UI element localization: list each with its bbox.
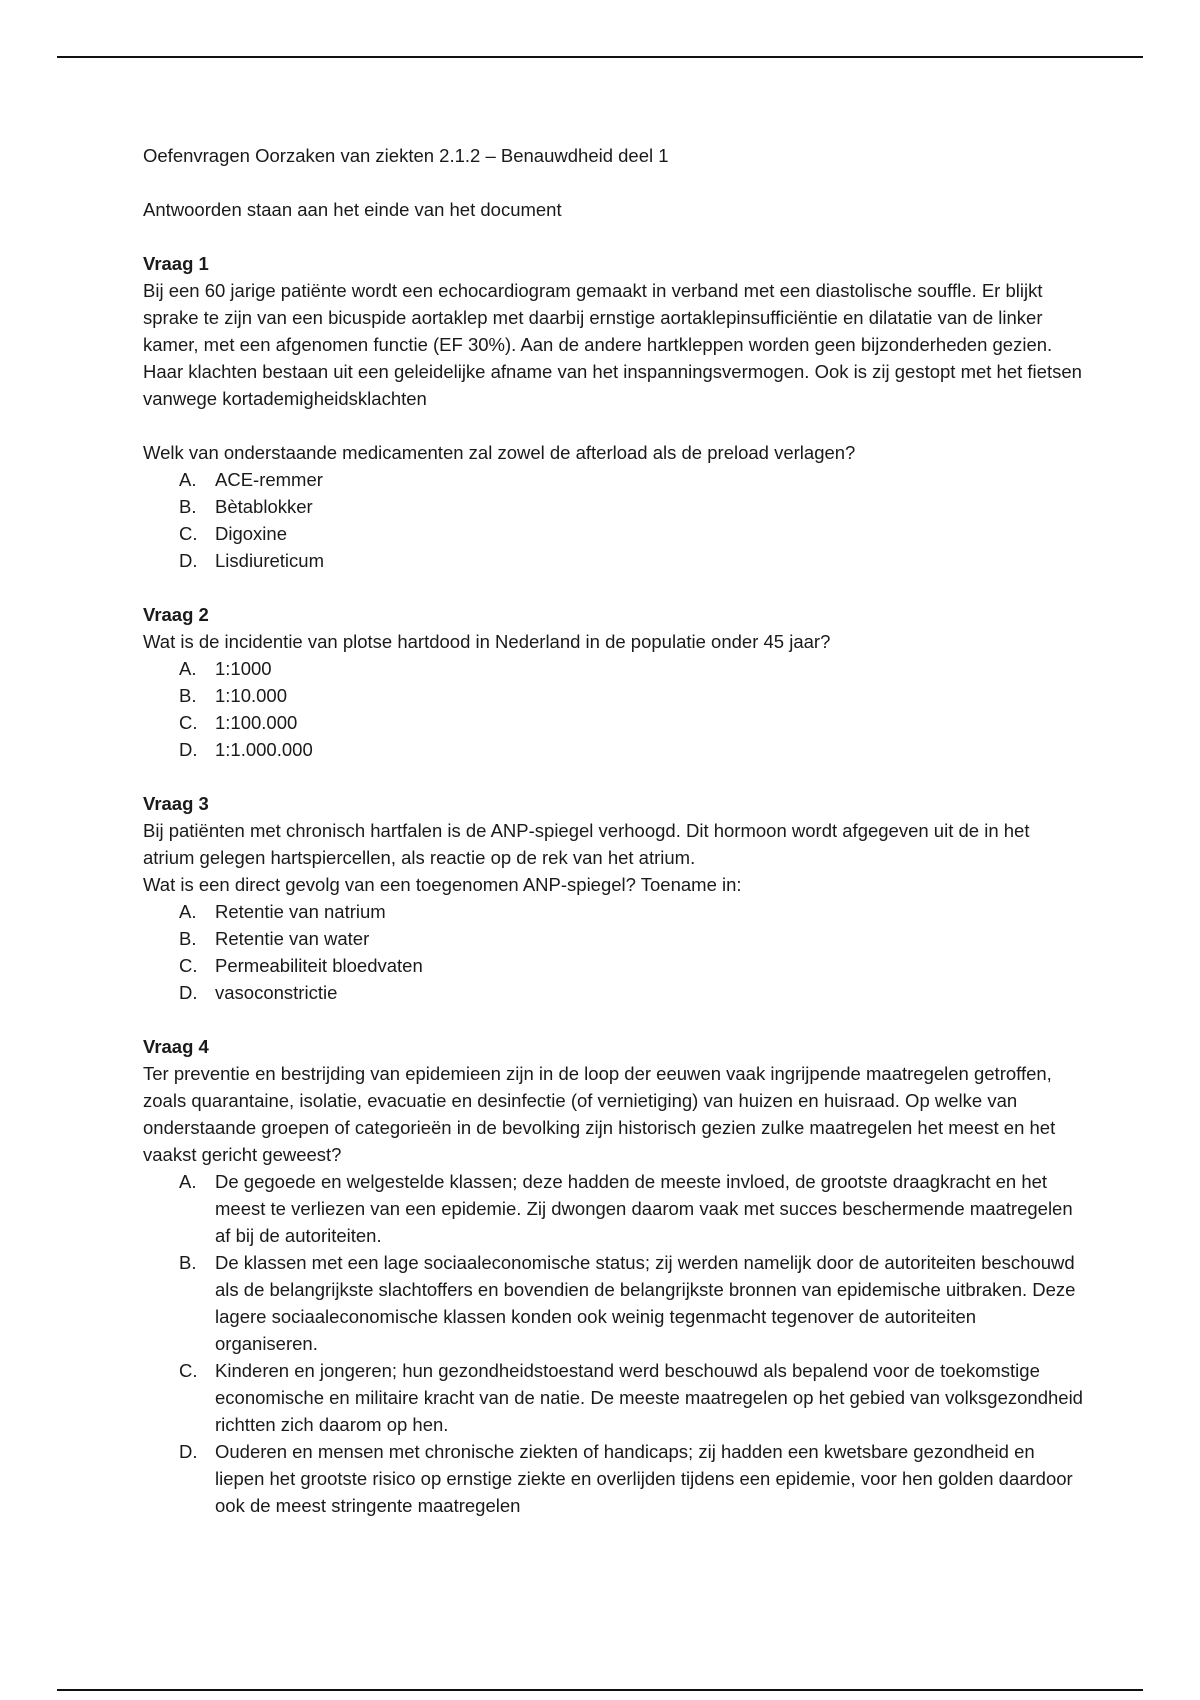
option-letter: C. — [179, 712, 198, 733]
answer-option — [179, 520, 1083, 547]
option-text: Retentie van water — [215, 928, 370, 949]
answer-options — [143, 898, 1083, 1006]
answer-option — [179, 547, 1083, 574]
question-text: Bij een 60 jarige patiënte wordt een echocardiogram gemaakt in verband met een diastolische souffle. Er blijkt sprake te zijn van een bicuspide aortaklep met daarbij ernstige aortaklepinsufficiëntie en dilatatie van de linker kamer, met een afgenomen functie (EF 30%). Aan de andere hartkleppen worden geen bijzonderheden gezien. Haar klachten bestaan uit een geleidelijke afname van het inspanningsvermogen. Ook is zij gestopt met het fietsen vanwege kortademigheidsklachten — [143, 280, 1082, 409]
question-2 — [143, 601, 1083, 763]
question-label: Vraag 3 — [143, 793, 209, 814]
option-text: 1:1.000.000 — [215, 739, 313, 760]
answer-option — [179, 1357, 1083, 1438]
answer-option — [179, 1438, 1083, 1519]
question-text: Bij patiënten met chronisch hartfalen is de ANP-spiegel verhoogd. Dit hormoon wordt afgegeven uit de in het atrium gelegen hartspiercellen, als reactie op de rek van het atrium. — [143, 820, 1030, 868]
option-text: vasoconstrictie — [215, 982, 338, 1003]
answer-option — [179, 952, 1083, 979]
option-text: De klassen met een lage sociaaleconomische status; zij werden namelijk door de autoriteiten beschouwd als de belangrijkste slachtoffers en bovendien de belangrijkste bronnen van epidemische uitbraken. Deze lagere sociaaleconomische klassen konden ook weinig tegenmacht tegenover de autoriteiten organiseren. — [215, 1252, 1076, 1354]
option-text: Retentie van natrium — [215, 901, 386, 922]
answer-option — [179, 1249, 1083, 1357]
option-letter: A. — [179, 901, 197, 922]
question-text: Ter preventie en bestrijding van epidemieen zijn in de loop der eeuwen vaak ingrijpende maatregelen getroffen, zoals quarantaine, isolatie, evacuatie en desinfectie (of vernietiging) van huizen en huisraad. Op welke van onderstaande groepen of categorieën in de bevolking zijn historisch gezien zulke maatregelen het meest en het vaakst gericht geweest? — [143, 1063, 1056, 1165]
question-3 — [143, 790, 1083, 1006]
answer-option — [179, 682, 1083, 709]
question-label: Vraag 1 — [143, 253, 209, 274]
answer-option — [179, 736, 1083, 763]
option-letter: B. — [179, 685, 197, 706]
answer-option — [179, 925, 1083, 952]
option-text: 1:10.000 — [215, 685, 288, 706]
option-letter: B. — [179, 928, 197, 949]
footer-rule — [57, 1689, 1143, 1691]
header-rule — [57, 56, 1143, 58]
question-label: Vraag 2 — [143, 604, 209, 625]
option-letter: C. — [179, 955, 198, 976]
option-letter: C. — [179, 523, 198, 544]
option-text: Bètablokker — [215, 496, 313, 517]
option-letter: B. — [179, 496, 197, 517]
option-letter: A. — [179, 658, 197, 679]
option-text: 1:1000 — [215, 658, 272, 679]
document-subtitle: Antwoorden staan aan het einde van het document — [143, 199, 562, 220]
option-text: 1:100.000 — [215, 712, 298, 733]
question-4 — [143, 1033, 1083, 1519]
answer-option — [179, 493, 1083, 520]
option-letter: C. — [179, 1360, 198, 1381]
answer-option — [179, 898, 1083, 925]
answer-options — [143, 1168, 1083, 1519]
question-prompt: Wat is een direct gevolg van een toegenomen ANP-spiegel? Toename in: — [143, 874, 742, 895]
question-label: Vraag 4 — [143, 1036, 209, 1057]
option-text: ACE-remmer — [215, 469, 323, 490]
document-title: Oefenvragen Oorzaken van ziekten 2.1.2 – Benauwdheid deel 1 — [143, 145, 669, 166]
answer-options — [143, 655, 1083, 763]
document-body — [143, 142, 1083, 1546]
option-letter: D. — [179, 739, 198, 760]
option-text: Permeabiliteit bloedvaten — [215, 955, 423, 976]
answer-option — [179, 979, 1083, 1006]
answer-option — [179, 655, 1083, 682]
option-letter: B. — [179, 1252, 197, 1273]
option-text: Lisdiureticum — [215, 550, 324, 571]
answer-options — [143, 466, 1083, 574]
answer-option — [179, 1168, 1083, 1249]
question-text: Wat is de incidentie van plotse hartdood in Nederland in de populatie onder 45 jaar? — [143, 631, 831, 652]
option-text: Ouderen en mensen met chronische ziekten of handicaps; zij hadden een kwetsbare gezondheid en liepen het grootste risico op ernstige ziekte en overlijden tijdens een epidemie, voor hen golden daardoor ook de meest stringente maatregelen — [215, 1441, 1073, 1516]
option-letter: D. — [179, 1441, 198, 1462]
option-letter: A. — [179, 469, 197, 490]
option-text: De gegoede en welgestelde klassen; deze hadden de meeste invloed, de grootste draagkracht en het meest te verliezen van een epidemie. Zij dwongen daarom vaak met succes beschermende maatregelen af bij de autoriteiten. — [215, 1171, 1073, 1246]
option-letter: A. — [179, 1171, 197, 1192]
question-1 — [143, 250, 1083, 574]
answer-option — [179, 709, 1083, 736]
option-letter: D. — [179, 982, 198, 1003]
option-text: Digoxine — [215, 523, 287, 544]
option-text: Kinderen en jongeren; hun gezondheidstoestand werd beschouwd als bepalend voor de toekomstige economische en militaire kracht van de natie. De meeste maatregelen op het gebied van volksgezondheid richtten zich daarom op hen. — [215, 1360, 1083, 1435]
question-prompt: Welk van onderstaande medicamenten zal zowel de afterload als de preload verlagen? — [143, 442, 856, 463]
answer-option — [179, 466, 1083, 493]
option-letter: D. — [179, 550, 198, 571]
